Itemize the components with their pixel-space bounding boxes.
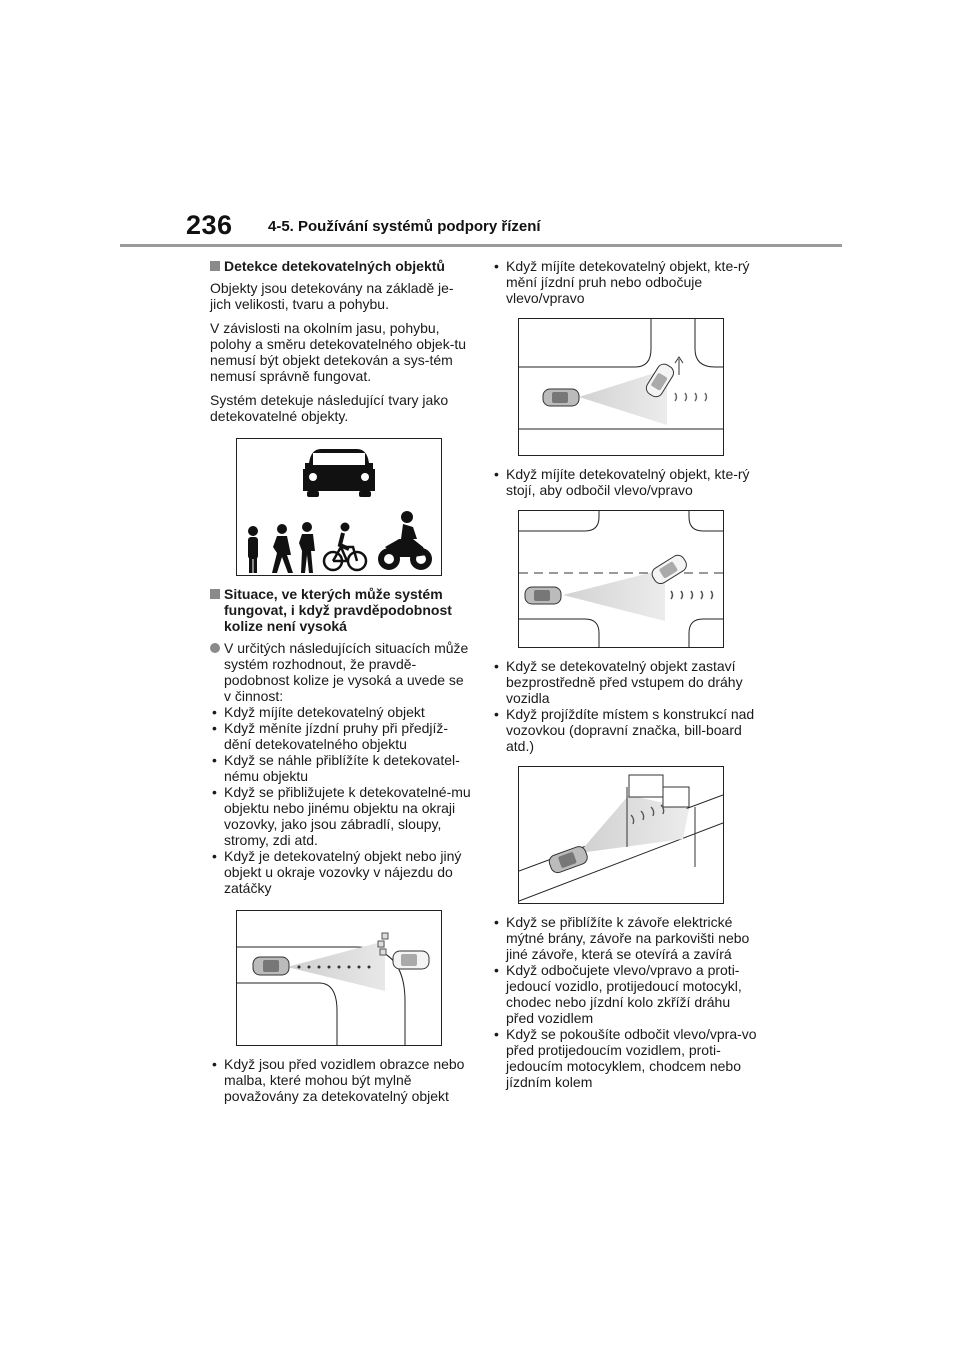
- right-column: [492, 258, 757, 1090]
- figure-curve-roadside: [236, 910, 442, 1046]
- situation-list: [492, 466, 757, 498]
- list-item: • Když měníte jízdní pruhy při předjíž-dění detekovatelného objektu: [210, 720, 472, 752]
- situation-list: [492, 914, 757, 1090]
- subheading-detection: Detekce detekovatelných objektů: [210, 258, 472, 274]
- list-item: • Když odbočujete vlevo/vpravo a proti-jedoucí vozidlo, protijedoucí motocykl, chodec nebo jízdní kolo zkříží dráhu před vozidlem: [492, 962, 757, 1026]
- list-item: • Když míjíte detekovatelný objekt, kte-rý stojí, aby odbočil vlevo/vpravo: [492, 466, 757, 498]
- figure-overhead-structure: [518, 766, 724, 904]
- turn-arrow-icon: [675, 357, 683, 375]
- list-item: • Když se náhle přiblížíte k detekovatel-nému objektu: [210, 752, 472, 784]
- header-divider: [120, 244, 842, 247]
- list-item: • Když jsou před vozidlem obrazce nebo malba, které mohou být mylně považovány za detekovatelný objekt: [210, 1056, 472, 1104]
- own-vehicle-icon: [547, 845, 589, 875]
- square-bullet-icon: [210, 589, 220, 599]
- list-item: • Když míjíte detekovatelný objekt, kte-rý mění jízdní pruh nebo odbočuje vlevo/vpravo: [492, 258, 757, 306]
- figure-stopped-turning: [518, 510, 724, 648]
- situation-list: [210, 704, 472, 896]
- bicycle-icon: [324, 523, 366, 571]
- list-item: • Když se přiblížíte k závoře elektrické mýtné brány, závoře na parkovišti nebo jiné závoře, která se otevírá a zavírá: [492, 914, 757, 962]
- paragraph: Systém detekuje následující tvary jako detekovatelné objekty.: [210, 392, 449, 424]
- own-vehicle-icon: [253, 957, 289, 975]
- paragraph: V závislosti na okolním jasu, pohybu, polohy a směru detekovatelného objek-tu nemusí být objekt detekován a sys-tém nemusí správně fungovat.: [210, 320, 467, 384]
- list-item: • Když je detekovatelný objekt nebo jiný objekt u okraje vozovky v nájezdu do zatáčky: [210, 848, 472, 896]
- circle-item: V určitých následujících situacích může systém rozhodnout, že pravdě-podobnost kolize je vysoká a uvede se v činnost:: [210, 640, 472, 704]
- situation-list: [210, 1056, 472, 1104]
- square-bullet-icon: [210, 261, 220, 271]
- list-item: • Když se pokoušíte odbočit vlevo/vpra-vo před protijedoucím vozidlem, proti-jedoucím motocyklem, chodcem nebo jízdním kolem: [492, 1026, 757, 1090]
- situation-list: [492, 658, 757, 754]
- motorcycle-icon: [378, 511, 432, 570]
- situation-list: [492, 258, 757, 306]
- list-item: • Když míjíte detekovatelný objekt: [210, 704, 472, 720]
- roadside-post-icon: [378, 933, 388, 955]
- figure-lane-change: [518, 318, 724, 456]
- oncoming-vehicle-icon: [393, 951, 429, 969]
- left-column: [210, 258, 472, 1104]
- subheading-situations: Situace, ve kterých může systém fungovat, i když pravděpodobnost kolize není vysoká: [210, 586, 472, 634]
- page-header: [0, 0, 960, 250]
- car-front-icon: [303, 449, 375, 497]
- pedestrian-icon: [248, 522, 315, 573]
- section-title: 4-5. Používání systémů podpory řízení: [268, 218, 541, 235]
- own-vehicle-icon: [543, 389, 579, 406]
- stopped-vehicle-icon: [649, 553, 689, 586]
- page-number: 236: [186, 210, 233, 240]
- own-vehicle-icon: [525, 587, 561, 604]
- paragraph: Objekty jsou detekovány na základě je-jich velikosti, tvaru a pohybu.: [210, 280, 454, 312]
- figure-detectable-objects: [236, 438, 442, 576]
- circle-bullet-icon: [210, 643, 220, 653]
- list-item: • Když se detekovatelný objekt zastaví bezprostředně před vstupem do dráhy vozidla: [492, 658, 757, 706]
- list-item: • Když se přibližujete k detekovatelné-mu objektu nebo jinému objektu na okraji vozovky, jako jsou zábradlí, sloupy, stromy, zdi atd.: [210, 784, 472, 848]
- list-item: • Když projíždíte místem s konstrukcí nad vozovkou (dopravní značka, bill-board atd.): [492, 706, 757, 754]
